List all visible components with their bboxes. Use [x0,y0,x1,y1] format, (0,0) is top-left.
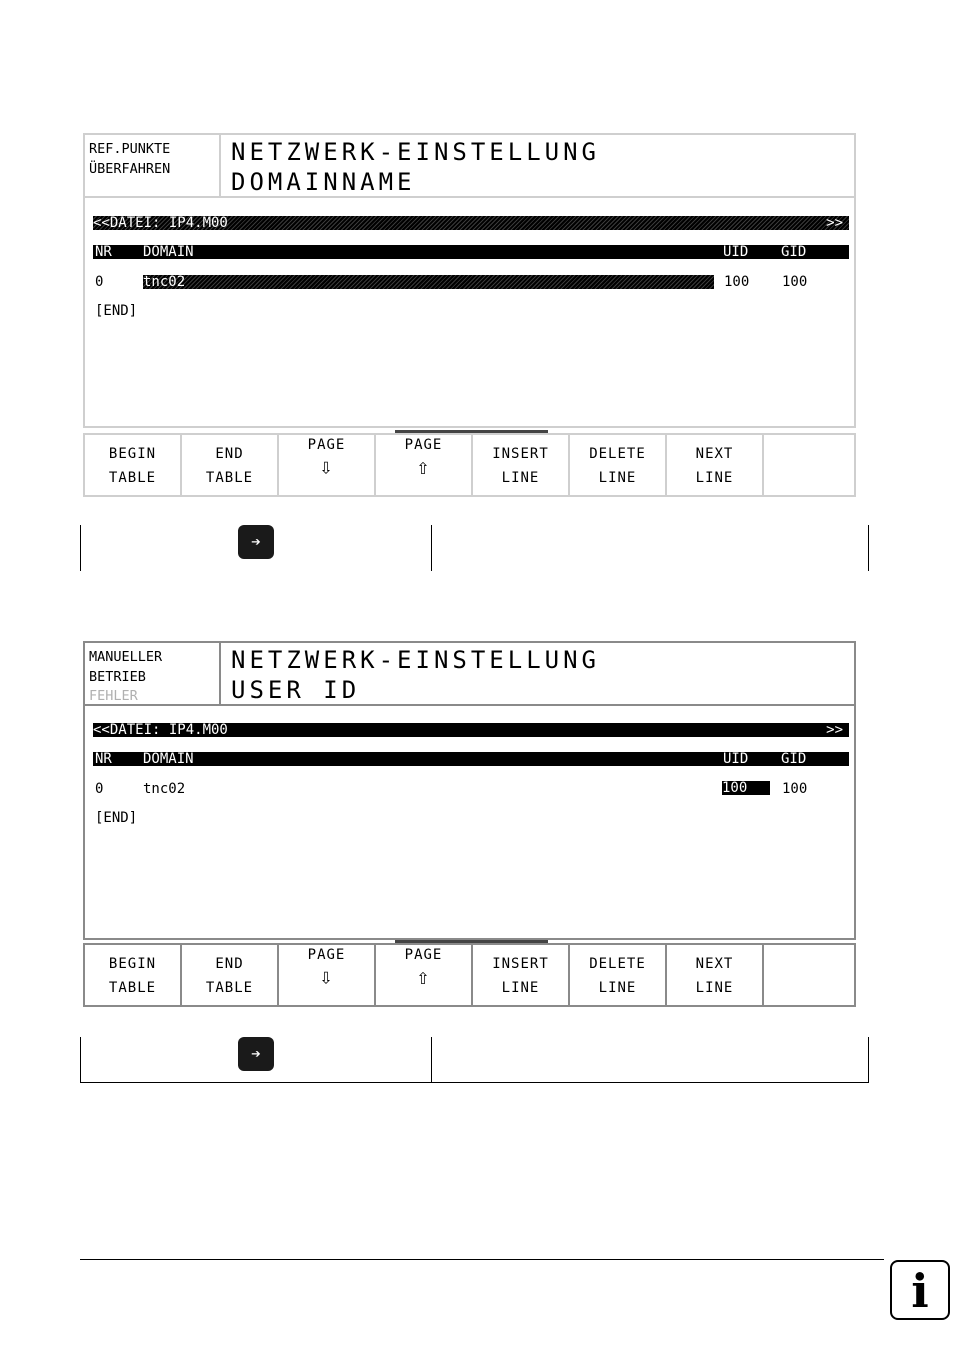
file-bar-more: >> [826,723,843,737]
instruction-row-1 [80,525,869,571]
softkey-page-up[interactable]: PAGE ⇧ [376,435,473,495]
softkey-page-down[interactable]: PAGE ⇩ [279,435,376,495]
arrow-down-icon: ⇩ [319,965,334,990]
cell-gid[interactable]: 100 [782,781,808,797]
softkey-begin-table[interactable]: BEGIN TABLE [85,435,182,495]
column-gid: GID [781,752,807,766]
column-domain: DOMAIN [143,245,194,259]
cell-uid-active[interactable]: 100 [722,781,770,795]
screen-header [83,133,856,198]
mode-line: BETRIEB [89,668,146,685]
softkey-empty [764,435,854,495]
header-divider [219,643,221,704]
title-line-2: DOMAINNAME [231,168,416,196]
screen-header [83,641,856,706]
softkey-empty [764,945,854,1005]
arrow-right-key-icon: ➔ [238,525,274,559]
column-header-bar [93,245,849,259]
title-line-1: NETZWERK-EINSTELLUNG [231,646,600,674]
arrow-right-key-icon: ➔ [238,1037,274,1071]
arrow-up-icon: ⇧ [416,455,431,480]
cell-uid[interactable]: 100 [724,274,750,290]
softkey-insert-line[interactable]: INSERT LINE [473,945,570,1005]
title-line-1: NETZWERK-EINSTELLUNG [231,138,600,166]
cell-domain[interactable]: tnc02 [143,781,186,797]
arrow-up-icon: ⇧ [416,965,431,990]
softkey-next-line[interactable]: NEXT LINE [667,435,764,495]
softkey-begin-table[interactable]: BEGIN TABLE [85,945,182,1005]
cell-domain-value: tnc02 [143,274,186,290]
screen-title [231,645,600,705]
instruction-row-2 [80,1037,869,1083]
file-bar-more: >> [826,216,843,230]
column-nr: NR [95,245,112,259]
tnc-screen-domainname [83,133,856,497]
file-bar [93,216,849,230]
column-nr: NR [95,752,112,766]
column-header-bar [93,752,849,766]
cell-nr: 0 [95,781,104,797]
softkey-page-up[interactable]: PAGE ⇧ [376,945,473,1005]
title-line-2: USER ID [231,676,361,704]
mode-line: REF.PUNKTE [89,141,171,157]
mode-line: MANUELLER [89,649,163,665]
softkey-delete-line[interactable]: DELETE LINE [570,435,667,495]
cell-gid[interactable]: 100 [782,274,808,290]
column-domain: DOMAIN [143,752,194,766]
file-name: <<DATEI: IP4.M00 [93,723,228,737]
softkey-page-down[interactable]: PAGE ⇩ [279,945,376,1005]
softkey-next-line[interactable]: NEXT LINE [667,945,764,1005]
file-name: <<DATEI: IP4.M00 [93,216,228,230]
error-indicator: FEHLER [89,688,138,704]
footer-rule [80,1259,884,1260]
info-icon: i [890,1260,950,1320]
softkey-level-indicator [395,430,548,433]
softkey-bar [83,433,856,497]
softkey-bar [83,943,856,1007]
cell-domain-active[interactable] [143,275,714,289]
softkey-delete-line[interactable]: DELETE LINE [570,945,667,1005]
tnc-screen-user-id [83,641,856,1007]
operating-mode [89,648,217,707]
screen-title [231,137,600,197]
column-uid: UID [723,752,749,766]
cell-nr: 0 [95,274,104,290]
mode-line: ÜBERFAHREN [89,160,171,177]
column-uid: UID [723,245,749,259]
operating-mode [89,140,217,179]
softkey-insert-line[interactable]: INSERT LINE [473,435,570,495]
softkey-end-table[interactable]: END TABLE [182,435,279,495]
end-marker: [END] [95,810,138,826]
softkey-end-table[interactable]: END TABLE [182,945,279,1005]
table-area [83,704,856,940]
softkey-level-indicator [395,940,548,943]
arrow-down-icon: ⇩ [319,455,334,480]
file-bar [93,723,849,737]
end-marker: [END] [95,303,138,319]
table-area [83,196,856,428]
header-divider [219,135,221,196]
column-gid: GID [781,245,807,259]
